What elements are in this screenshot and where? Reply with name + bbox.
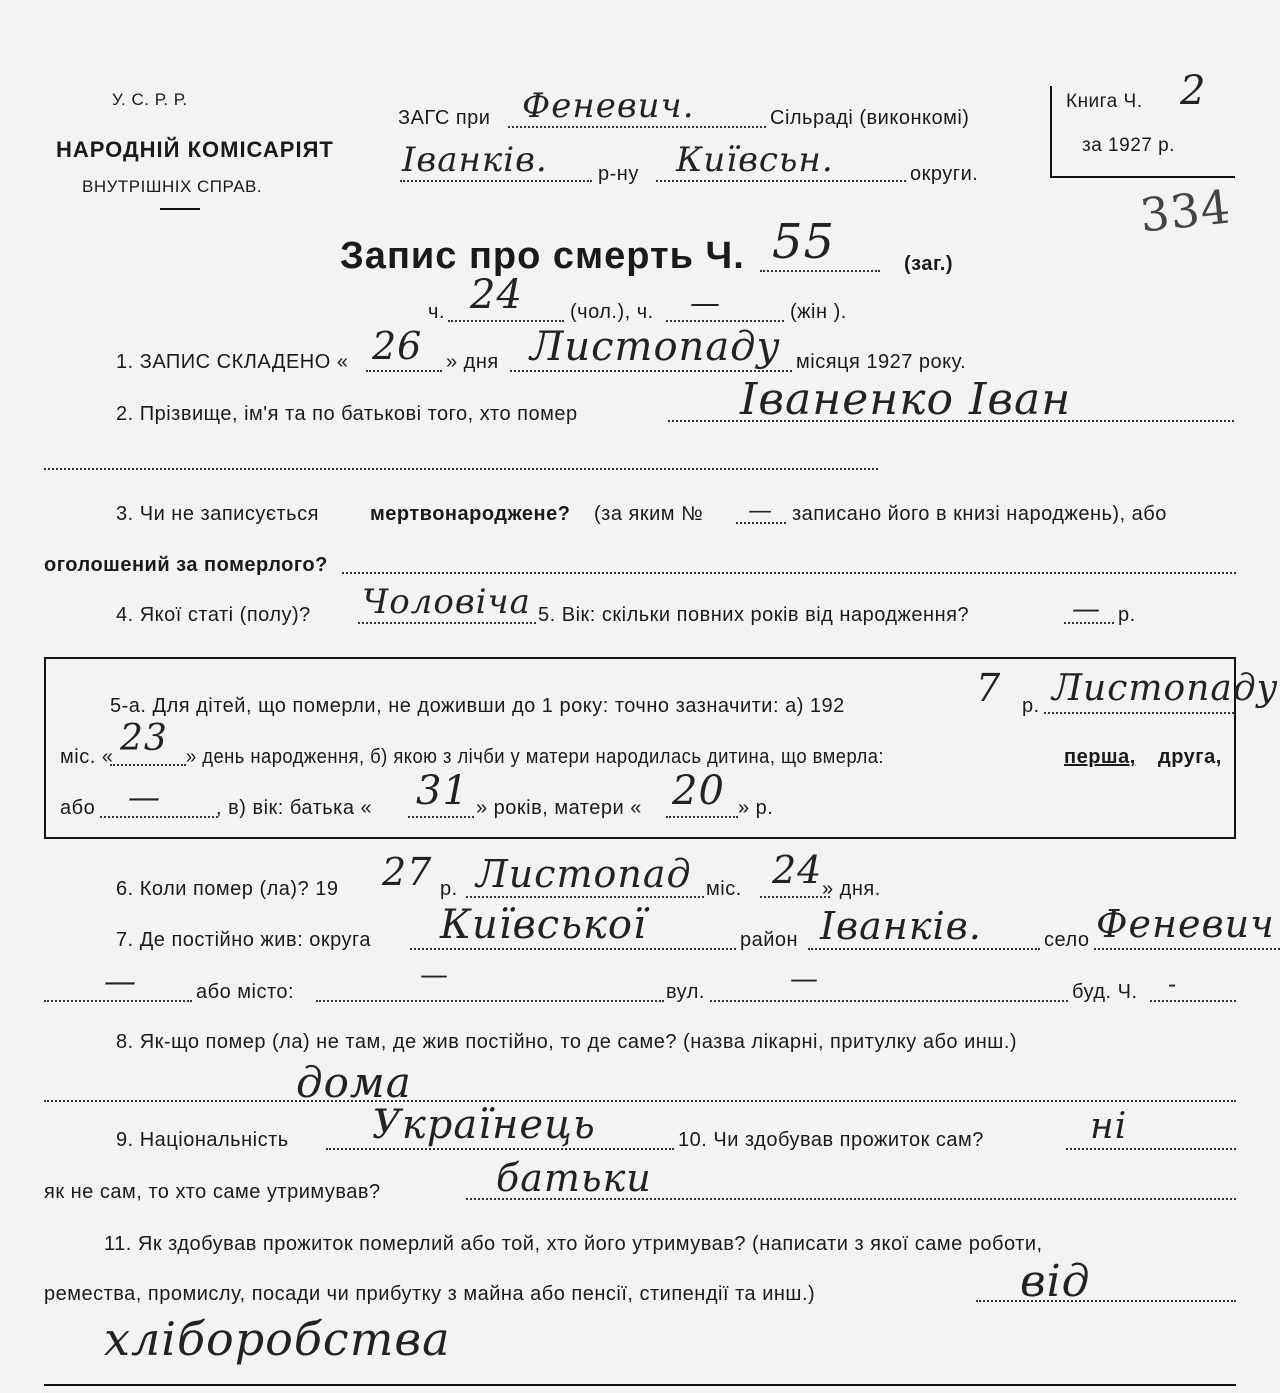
f7-dash-a: — — [104, 962, 137, 1000]
f1-day: 26 — [372, 324, 423, 368]
f10b-label: як не сам, то хто саме утримував? — [44, 1181, 381, 1203]
f11-label: 11. Як здобував прожиток померлий або той, хто його утримував? (написати з якої саме роботи, — [104, 1233, 1043, 1255]
f9-line — [326, 1148, 674, 1150]
f2-label: 2. Прізвище, ім'я та по батькові того, хто помер — [116, 403, 578, 425]
okrug-line — [656, 180, 906, 182]
record-number-line — [760, 270, 880, 272]
f1-label: 1. ЗАПИС СКЛАДЕНО « — [116, 351, 349, 373]
book-year: за 1927 р. — [1082, 135, 1175, 156]
district-label: р-ну — [598, 163, 639, 185]
f8-value: дома — [296, 1058, 412, 1107]
child-month-line — [1044, 712, 1234, 714]
f7-city-label: або місто: — [196, 981, 295, 1003]
child-line3-mid2: » років, матери « — [476, 797, 642, 819]
book-label: Книга Ч. — [1066, 91, 1143, 112]
zags-prefix: ЗАГС при — [398, 107, 491, 129]
district-value: Іванків. — [402, 140, 548, 180]
f7-house-label: буд. Ч. — [1072, 981, 1138, 1003]
district-line — [400, 180, 592, 182]
record-title: Запис про смерть Ч. — [340, 235, 745, 277]
commissariat-label: НАРОДНІЙ КОМІСАРІЯТ — [56, 137, 334, 162]
male-label: (чол.), ч. — [570, 301, 654, 323]
f8-line — [44, 1100, 1236, 1102]
f5-unit: р. — [1118, 604, 1136, 626]
f6-label: 6. Коли помер (ла)? 19 — [116, 878, 339, 900]
f4-line — [358, 622, 536, 624]
f10-value: ні — [1090, 1106, 1128, 1147]
f7-okrug-line — [410, 948, 736, 950]
archive-number: 334 — [1137, 179, 1234, 243]
f8-label: 8. Як-що помер (ла) не там, де жив постійно, то де саме? (назва лікарні, притулку або инш.) — [116, 1031, 1018, 1053]
f6-month-line — [466, 896, 704, 898]
child-month: Листопаду — [1052, 668, 1279, 709]
f6-year: 27 — [382, 850, 433, 894]
female-label: (жін ). — [790, 301, 847, 323]
child-line3-end: » р. — [738, 797, 774, 819]
f5-value: — — [1072, 592, 1101, 625]
child-year-digit: 7 — [976, 666, 1002, 710]
book-number: 2 — [1180, 68, 1207, 114]
f11-label2: ремества, промислу, посади чи прибутку з майна або пенсії, стипендії та инш.) — [44, 1283, 816, 1305]
child-day-line — [110, 764, 186, 766]
f1-mid: » дня — [446, 351, 499, 373]
f7-okrug: Київської — [440, 902, 647, 948]
okrug-label: округи. — [910, 163, 979, 185]
f7-raion: Іванків. — [820, 904, 982, 948]
f7-line-a — [44, 1000, 192, 1002]
f3-bold2: оголошений за померлого? — [44, 554, 328, 576]
male-number: 24 — [470, 272, 523, 318]
child-father-line — [408, 816, 474, 818]
child-opt-first: перша, — [1064, 746, 1136, 768]
zags-line — [508, 126, 766, 128]
male-line — [448, 320, 564, 322]
f7-label: 7. Де постійно жив: округа — [116, 929, 371, 951]
f9-value: Українець — [372, 1102, 596, 1148]
f5-label: 5. Вік: скільки повних років від народження? — [538, 604, 970, 626]
child-other: — — [128, 778, 161, 816]
f3-end: записано його в книзі народжень), або — [792, 503, 1167, 525]
f1-month-line — [510, 370, 792, 372]
child-year-unit: р. — [1022, 695, 1040, 717]
child-mother-line — [666, 816, 738, 818]
f10-label: 10. Чи здобував прожиток сам? — [678, 1129, 984, 1151]
f7-selo: Феневич — [1096, 902, 1275, 946]
f1-end: місяця 1927 року. — [796, 351, 967, 373]
child-line3-mid: , в) вік: батька « — [216, 797, 373, 819]
f11-line — [976, 1300, 1236, 1302]
child-mother-age: 20 — [672, 768, 725, 814]
zags-suffix: Сільраді (виконкомі) — [770, 107, 970, 129]
child-line2-pre: міс. « — [60, 746, 114, 768]
okrug-value: Київсьн. — [676, 140, 834, 180]
f7-street-line — [710, 1000, 1068, 1002]
f1-day-line — [366, 370, 442, 372]
f6-day-line — [760, 896, 830, 898]
total-label: (заг.) — [904, 253, 954, 275]
f6-year-unit: р. — [440, 878, 458, 900]
bottom-rule — [44, 1384, 1236, 1386]
child-father-age: 31 — [416, 768, 469, 814]
book-box-bottom — [1050, 176, 1235, 178]
child-line2-mid: » день народження, б) якою з лічби у матери народилась дитина, що вмерла: — [186, 746, 884, 768]
f6-day: 24 — [772, 848, 823, 892]
child-line3-pre: або — [60, 797, 96, 819]
f2-line-2 — [44, 468, 878, 470]
f7-house: - — [1168, 970, 1178, 998]
f7-dash-c: — — [790, 962, 819, 995]
zags-value: Феневич. — [522, 86, 695, 126]
f7-selo-line — [1094, 948, 1280, 950]
book-box-left — [1050, 86, 1052, 178]
f4-label: 4. Якої статі (полу)? — [116, 604, 311, 626]
female-line — [666, 320, 784, 322]
f6-day-unit: » дня. — [822, 878, 881, 900]
f11-value2: хліборобства — [104, 1312, 451, 1366]
f1-month: Листопаду — [530, 324, 781, 370]
f2-value: Іваненко Іван — [740, 374, 1072, 425]
f3-line-2 — [342, 572, 1236, 574]
f9-label: 9. Національність — [116, 1129, 289, 1151]
child-other-line — [100, 816, 218, 818]
child-line1: 5-а. Для дітей, що померли, не доживши до 1 року: точно зазначити: а) 192 — [110, 695, 845, 717]
f3-bold: мертвонароджене? — [370, 503, 571, 525]
female-number: — — [690, 286, 721, 321]
f7-city-line — [316, 1000, 664, 1002]
f7-selo-label: село — [1044, 929, 1090, 951]
f10b-value: батьки — [496, 1156, 652, 1200]
f7-raion-label: район — [740, 929, 799, 951]
f7-dash-b: — — [420, 958, 449, 991]
department-label: ВНУТРІШНІХ СПРАВ. — [82, 177, 263, 196]
f3-label: 3. Чи не записується — [116, 503, 319, 525]
f3-num: — — [748, 496, 773, 524]
f6-month: Листопад — [476, 852, 692, 896]
republic-label: У. С. Р. Р. — [112, 90, 188, 109]
f11-value: від — [1020, 1256, 1091, 1307]
f4-value: Чоловіча — [362, 582, 531, 622]
f7-house-line — [1150, 1000, 1236, 1002]
child-day: 23 — [120, 718, 168, 759]
f10-line — [1066, 1148, 1236, 1150]
child-opt-second: друга, — [1158, 746, 1222, 768]
f7-raion-line — [808, 948, 1040, 950]
f3-mid: (за яким № — [594, 503, 704, 525]
record-number: 55 — [772, 214, 836, 270]
f7-street-label: вул. — [666, 981, 705, 1003]
header-divider — [160, 208, 200, 210]
f6-month-unit: міс. — [706, 878, 742, 900]
male-prefix: ч. — [428, 301, 445, 323]
